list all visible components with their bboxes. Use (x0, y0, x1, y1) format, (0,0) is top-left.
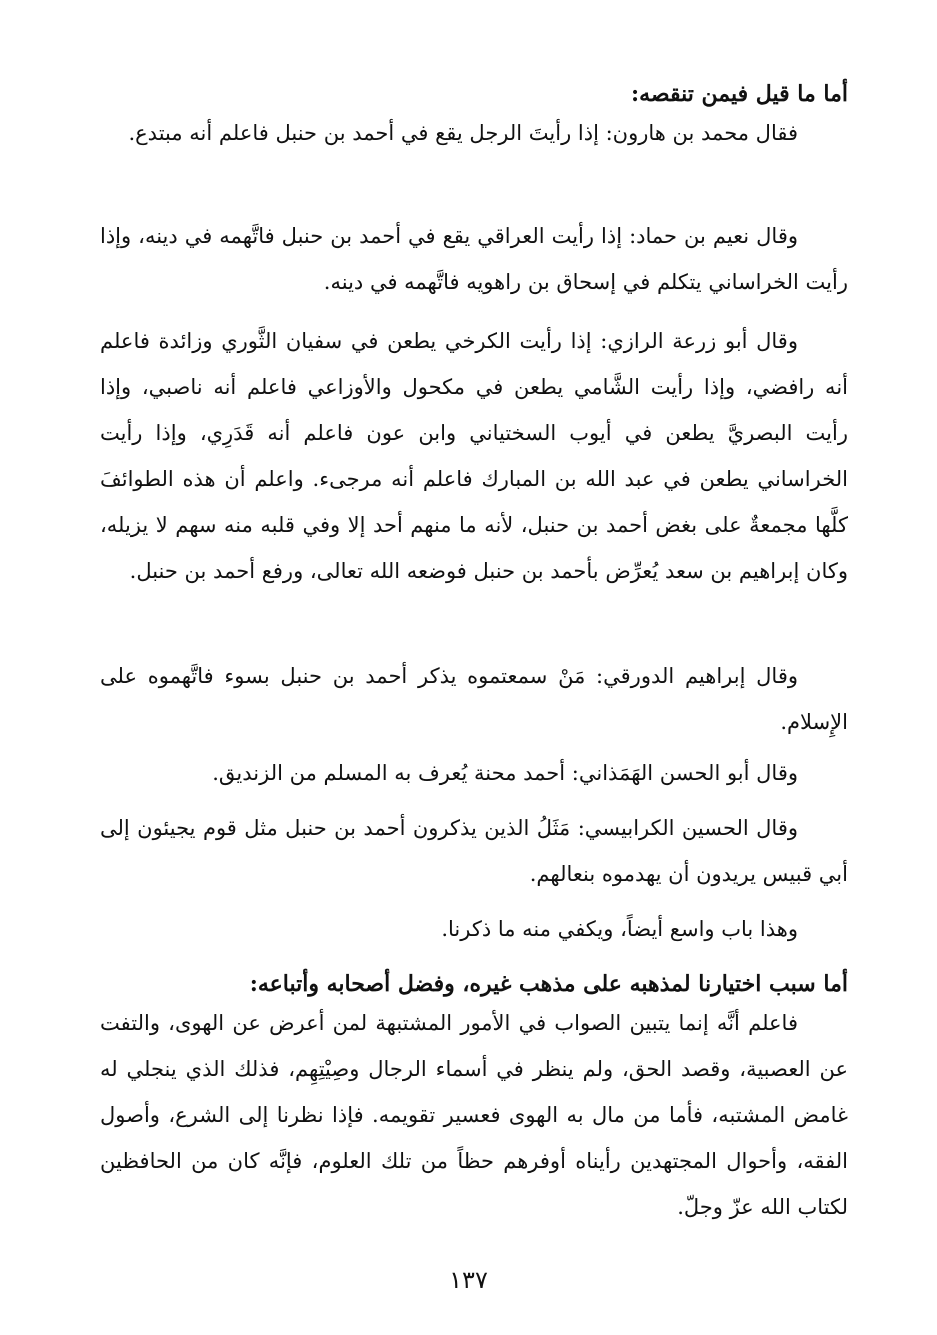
paragraph-text: وقال الحسين الكرابيسي: مَثَلُ الذين يذكرون أحمد بن حنبل مثل قوم يجيئون إلى أبي قبيس يريدون أن يهدموه بنعالهم. (100, 816, 848, 886)
page-number: ١٣٧ (449, 1266, 488, 1294)
paragraph-text: وقال أبو الحسن الهَمَذاني: أحمد محنة يُعرف به المسلم من الزنديق. (212, 761, 798, 785)
paragraph-abu-zura (100, 318, 848, 594)
paragraph-text: وقال أبو زرعة الرازي: إذا رأيت الكرخي يطعن في سفيان الثَّوري وزائدة فاعلم أنه رافضي، وإذا رأيت الشَّامي يطعن في مكحول والأوزاعي فاعلم أنه ناصبي، وإذا رأيت البصريَّ يطعن في أيوب السختياني وابن عون فاعلم أنه قَدَرِي، وإذا رأيت الخراساني يطعن في عبد الله بن المبارك فاعلم أنه مرجىء. واعلم أن هذه الطوائفَ كلَّها مجمعةٌ على بغض أحمد بن حنبل، لأنه ما منهم أحد إلا وفي قلبه منه سهم لا يزيله، وكان إبراهيم بن سعد يُعرِّض بأحمد بن حنبل فوضعه الله تعالى، ورفع أحمد بن حنبل. (100, 329, 848, 583)
paragraph-text: فقال محمد بن هارون: إذا رأيتَ الرجل يقع في أحمد بن حنبل فاعلم أنه مبتدع. (128, 121, 798, 145)
paragraph-al-karabisi (100, 805, 848, 897)
paragraph-text: فاعلم أنَّه إنما يتبين الصواب في الأمور المشتبهة لمن أعرض عن الهوى، والتفت عن العصبية، وقصد الحق، ولم ينظر في أسماء الرجال وصِيْتِهِم، فذلك الذي ينجلي له غامض المشتبه، فأما من مال به الهوى فعسير تقويمه. فإذا نظرنا إلى الشرع، وأصول الفقه، وأحوال المجتهدين رأيناه أوفرهم حظاً من تلك العلوم، فإنَّه كان من الحافظين لكتاب الله عزّ وجلّ. (100, 1011, 848, 1219)
paragraph-nuaym-bin-hammad (100, 213, 848, 305)
paragraph-know-that (100, 1000, 848, 1230)
paragraph-closing-remark (100, 906, 848, 952)
paragraph-text: وقال إبراهيم الدورقي: مَنْ سمعتموه يذكر أحمد بن حنبل بسوء فاتَّهموه على الإِسلام. (100, 664, 848, 734)
section-heading-reason: أما سبب اختيارنا لمذهبه على مذهب غيره، وفضل أصحابه وأتباعه: (249, 971, 848, 997)
paragraph-abu-al-hasan (100, 750, 848, 796)
section-heading-critics: أما ما قيل فيمن تنقصه: (630, 81, 848, 107)
paragraph-ibrahim-dawraqi (100, 653, 848, 745)
paragraph-muhammad-bin-harun (100, 110, 848, 156)
paragraph-text: وقال نعيم بن حماد: إذا رأيت العراقي يقع في أحمد بن حنبل فاتَّهمه في دينه، وإذا رأيت الخراساني يتكلم في إسحاق بن راهويه فاتَّهمه في دينه. (100, 224, 848, 294)
paragraph-text: وهذا باب واسع أيضاً، ويكفي منه ما ذكرنا. (441, 917, 798, 941)
